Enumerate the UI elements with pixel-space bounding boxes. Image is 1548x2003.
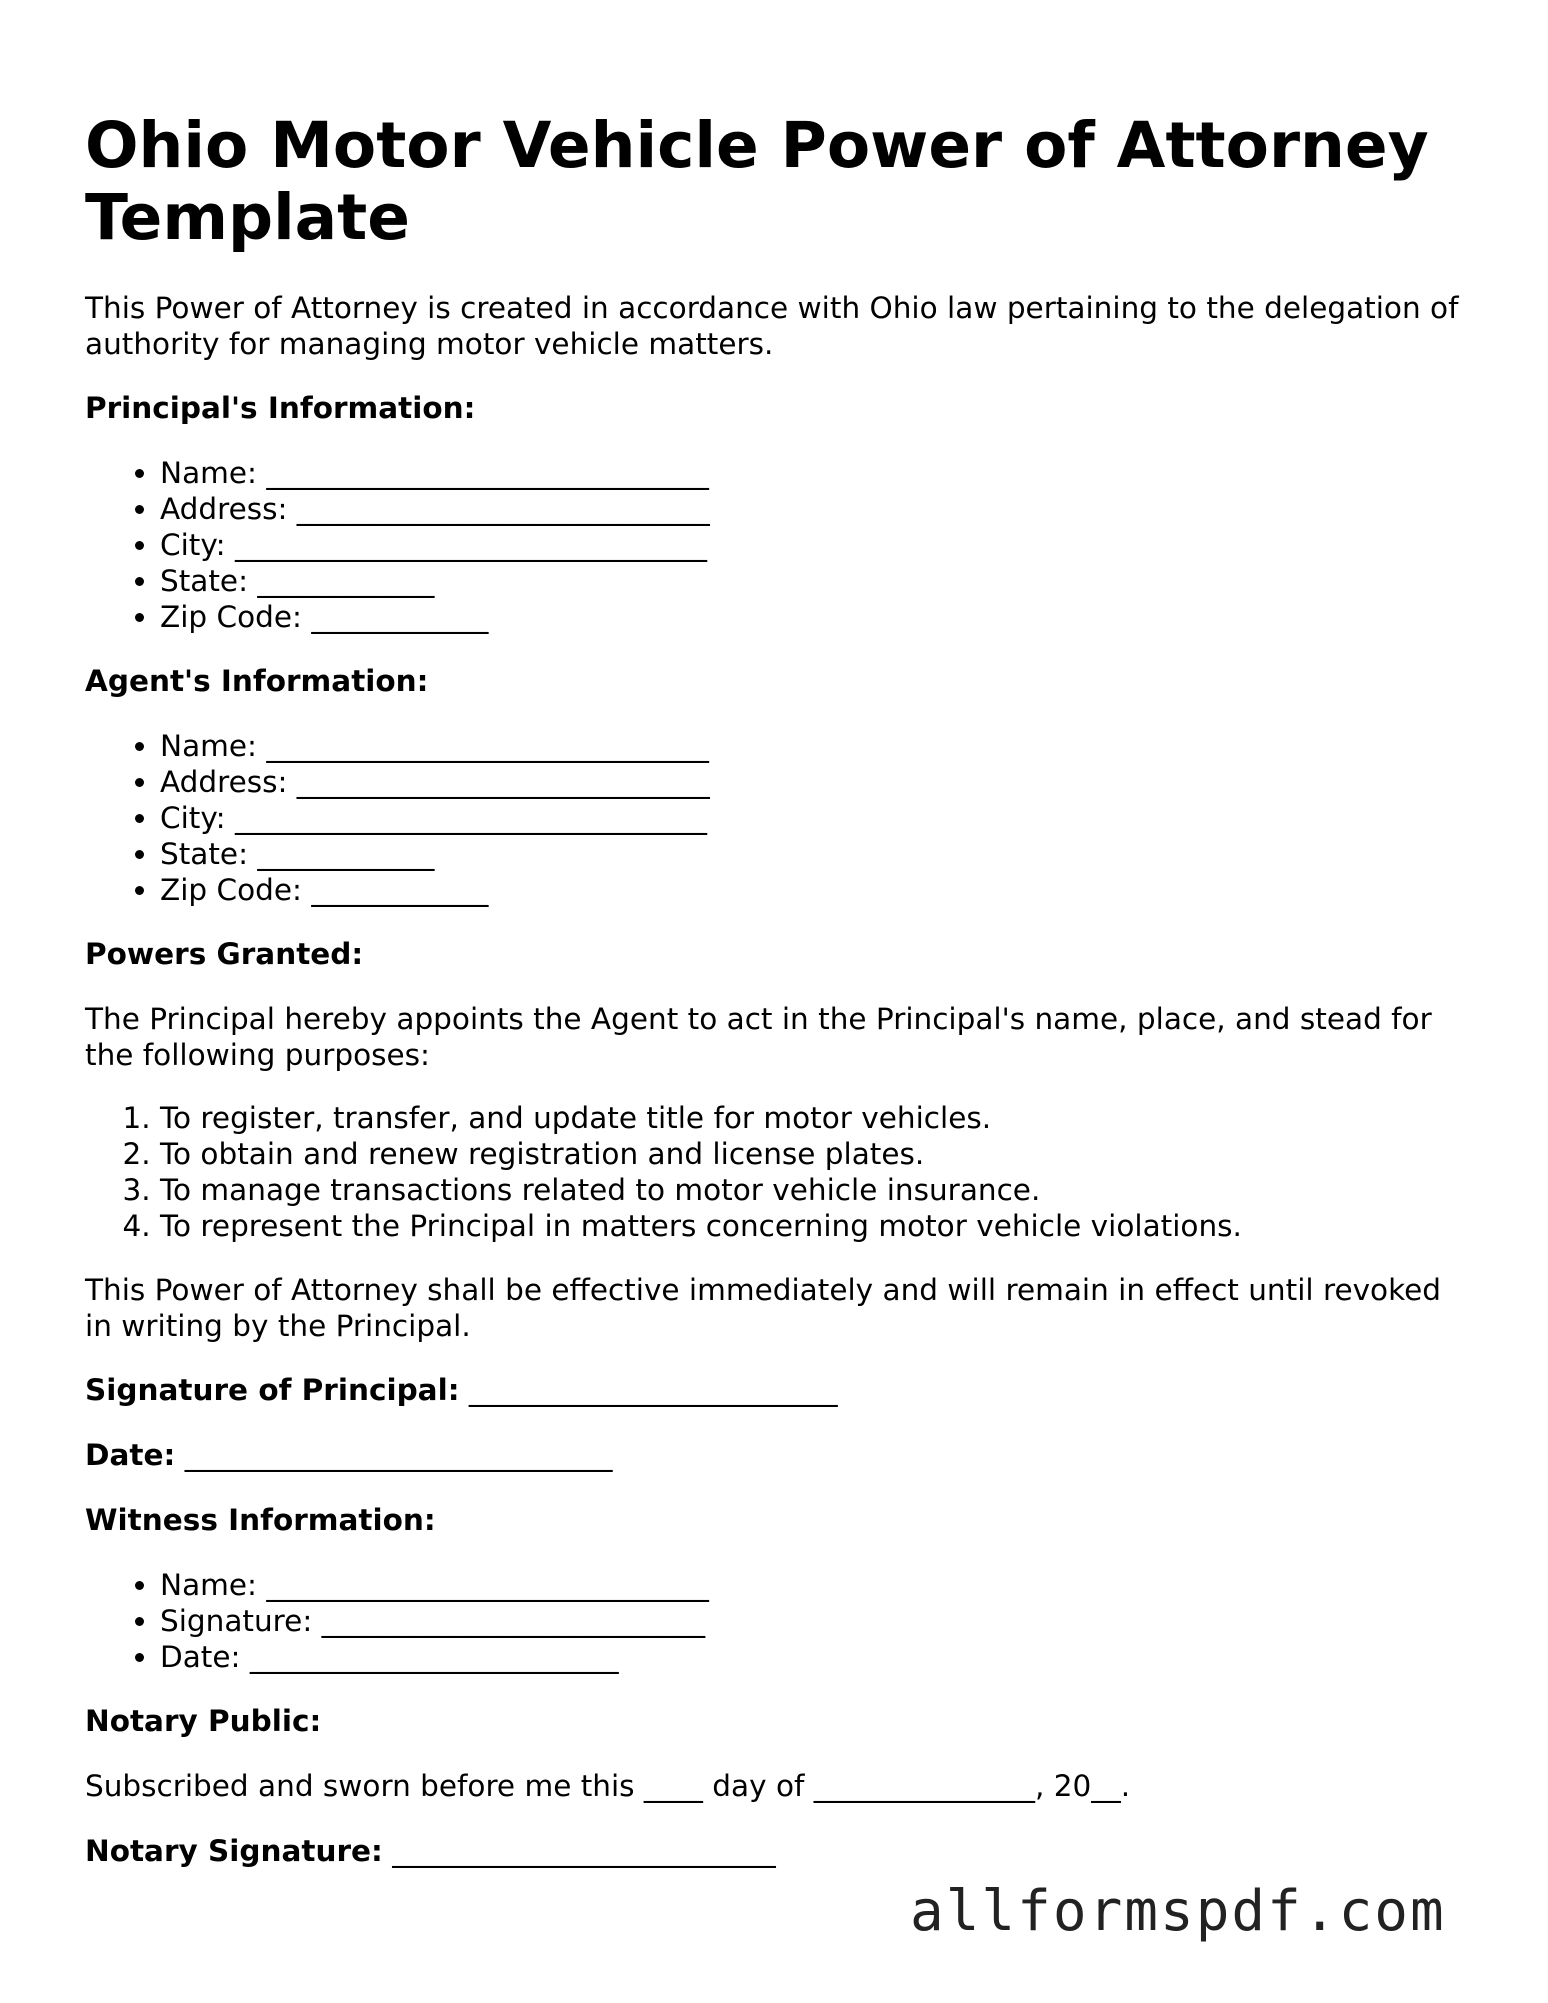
date-row	[85, 1437, 1465, 1473]
principal-signature-label: Signature of Principal:	[85, 1373, 460, 1407]
agent-name-field[interactable]: • Name: ______________________________	[160, 728, 710, 764]
power-item: 1. To register, transfer, and update title for motor vehicles.	[160, 1100, 1242, 1136]
date-line[interactable]: _____________________________	[175, 1438, 613, 1472]
witness-date-field[interactable]: • Date: _________________________	[160, 1639, 709, 1675]
powers-heading: Powers Granted:	[85, 937, 364, 971]
principal-state-field[interactable]: • State: ____________	[160, 563, 710, 599]
watermark-logo: allformspdf.com	[910, 1879, 1446, 1944]
notary-signature-row	[85, 1833, 1465, 1869]
power-item: 2. To obtain and renew registration and license plates.	[160, 1136, 1242, 1172]
agent-state-field[interactable]: • State: ____________	[160, 836, 710, 872]
notary-signature-label: Notary Signature:	[85, 1834, 383, 1868]
notary-heading: Notary Public:	[85, 1704, 322, 1738]
intro-paragraph: This Power of Attorney is created in accordance with Ohio law pertaining to the delegation of authority for managing motor vehicle matters.	[85, 291, 1459, 361]
powers-intro: The Principal hereby appoints the Agent to act in the Principal's name, place, and stead for the following purposes:	[85, 1002, 1432, 1072]
principal-signature-line[interactable]: _________________________	[459, 1373, 838, 1407]
powers-list	[85, 1100, 1242, 1244]
agent-address-field[interactable]: • Address: ____________________________	[160, 764, 710, 800]
witness-fields-list	[85, 1567, 709, 1675]
power-item: 3. To manage transactions related to motor vehicle insurance.	[160, 1172, 1242, 1208]
principal-name-field[interactable]: • Name: ______________________________	[160, 455, 710, 491]
witness-name-field[interactable]: • Name: ______________________________	[160, 1567, 709, 1603]
notary-signature-line[interactable]: __________________________	[382, 1834, 776, 1868]
principal-signature-row	[85, 1372, 1465, 1408]
principal-zip-field[interactable]: • Zip Code: ____________	[160, 599, 710, 635]
agent-fields-list	[85, 728, 710, 908]
agent-zip-field[interactable]: • Zip Code: ____________	[160, 872, 710, 908]
power-item: 4. To represent the Principal in matters concerning motor vehicle violations.	[160, 1208, 1242, 1244]
agent-heading: Agent's Information:	[85, 664, 429, 698]
date-label: Date:	[85, 1438, 176, 1472]
notary-statement: Subscribed and sworn before me this ____ day of _______________, 20__.	[85, 1769, 1131, 1803]
principal-city-field[interactable]: • City: ________________________________	[160, 527, 710, 563]
principal-heading: Principal's Information:	[85, 391, 476, 425]
effective-paragraph: This Power of Attorney shall be effective immediately and will remain in effect until revoked in writing by the Principal.	[85, 1273, 1442, 1343]
document-title: Ohio Motor Vehicle Power of Attorney Template	[85, 109, 1429, 254]
witness-heading: Witness Information:	[85, 1503, 436, 1537]
principal-address-field[interactable]: • Address: ____________________________	[160, 491, 710, 527]
principal-fields-list	[85, 455, 710, 635]
witness-signature-field[interactable]: • Signature: __________________________	[160, 1603, 709, 1639]
agent-city-field[interactable]: • City: ________________________________	[160, 800, 710, 836]
